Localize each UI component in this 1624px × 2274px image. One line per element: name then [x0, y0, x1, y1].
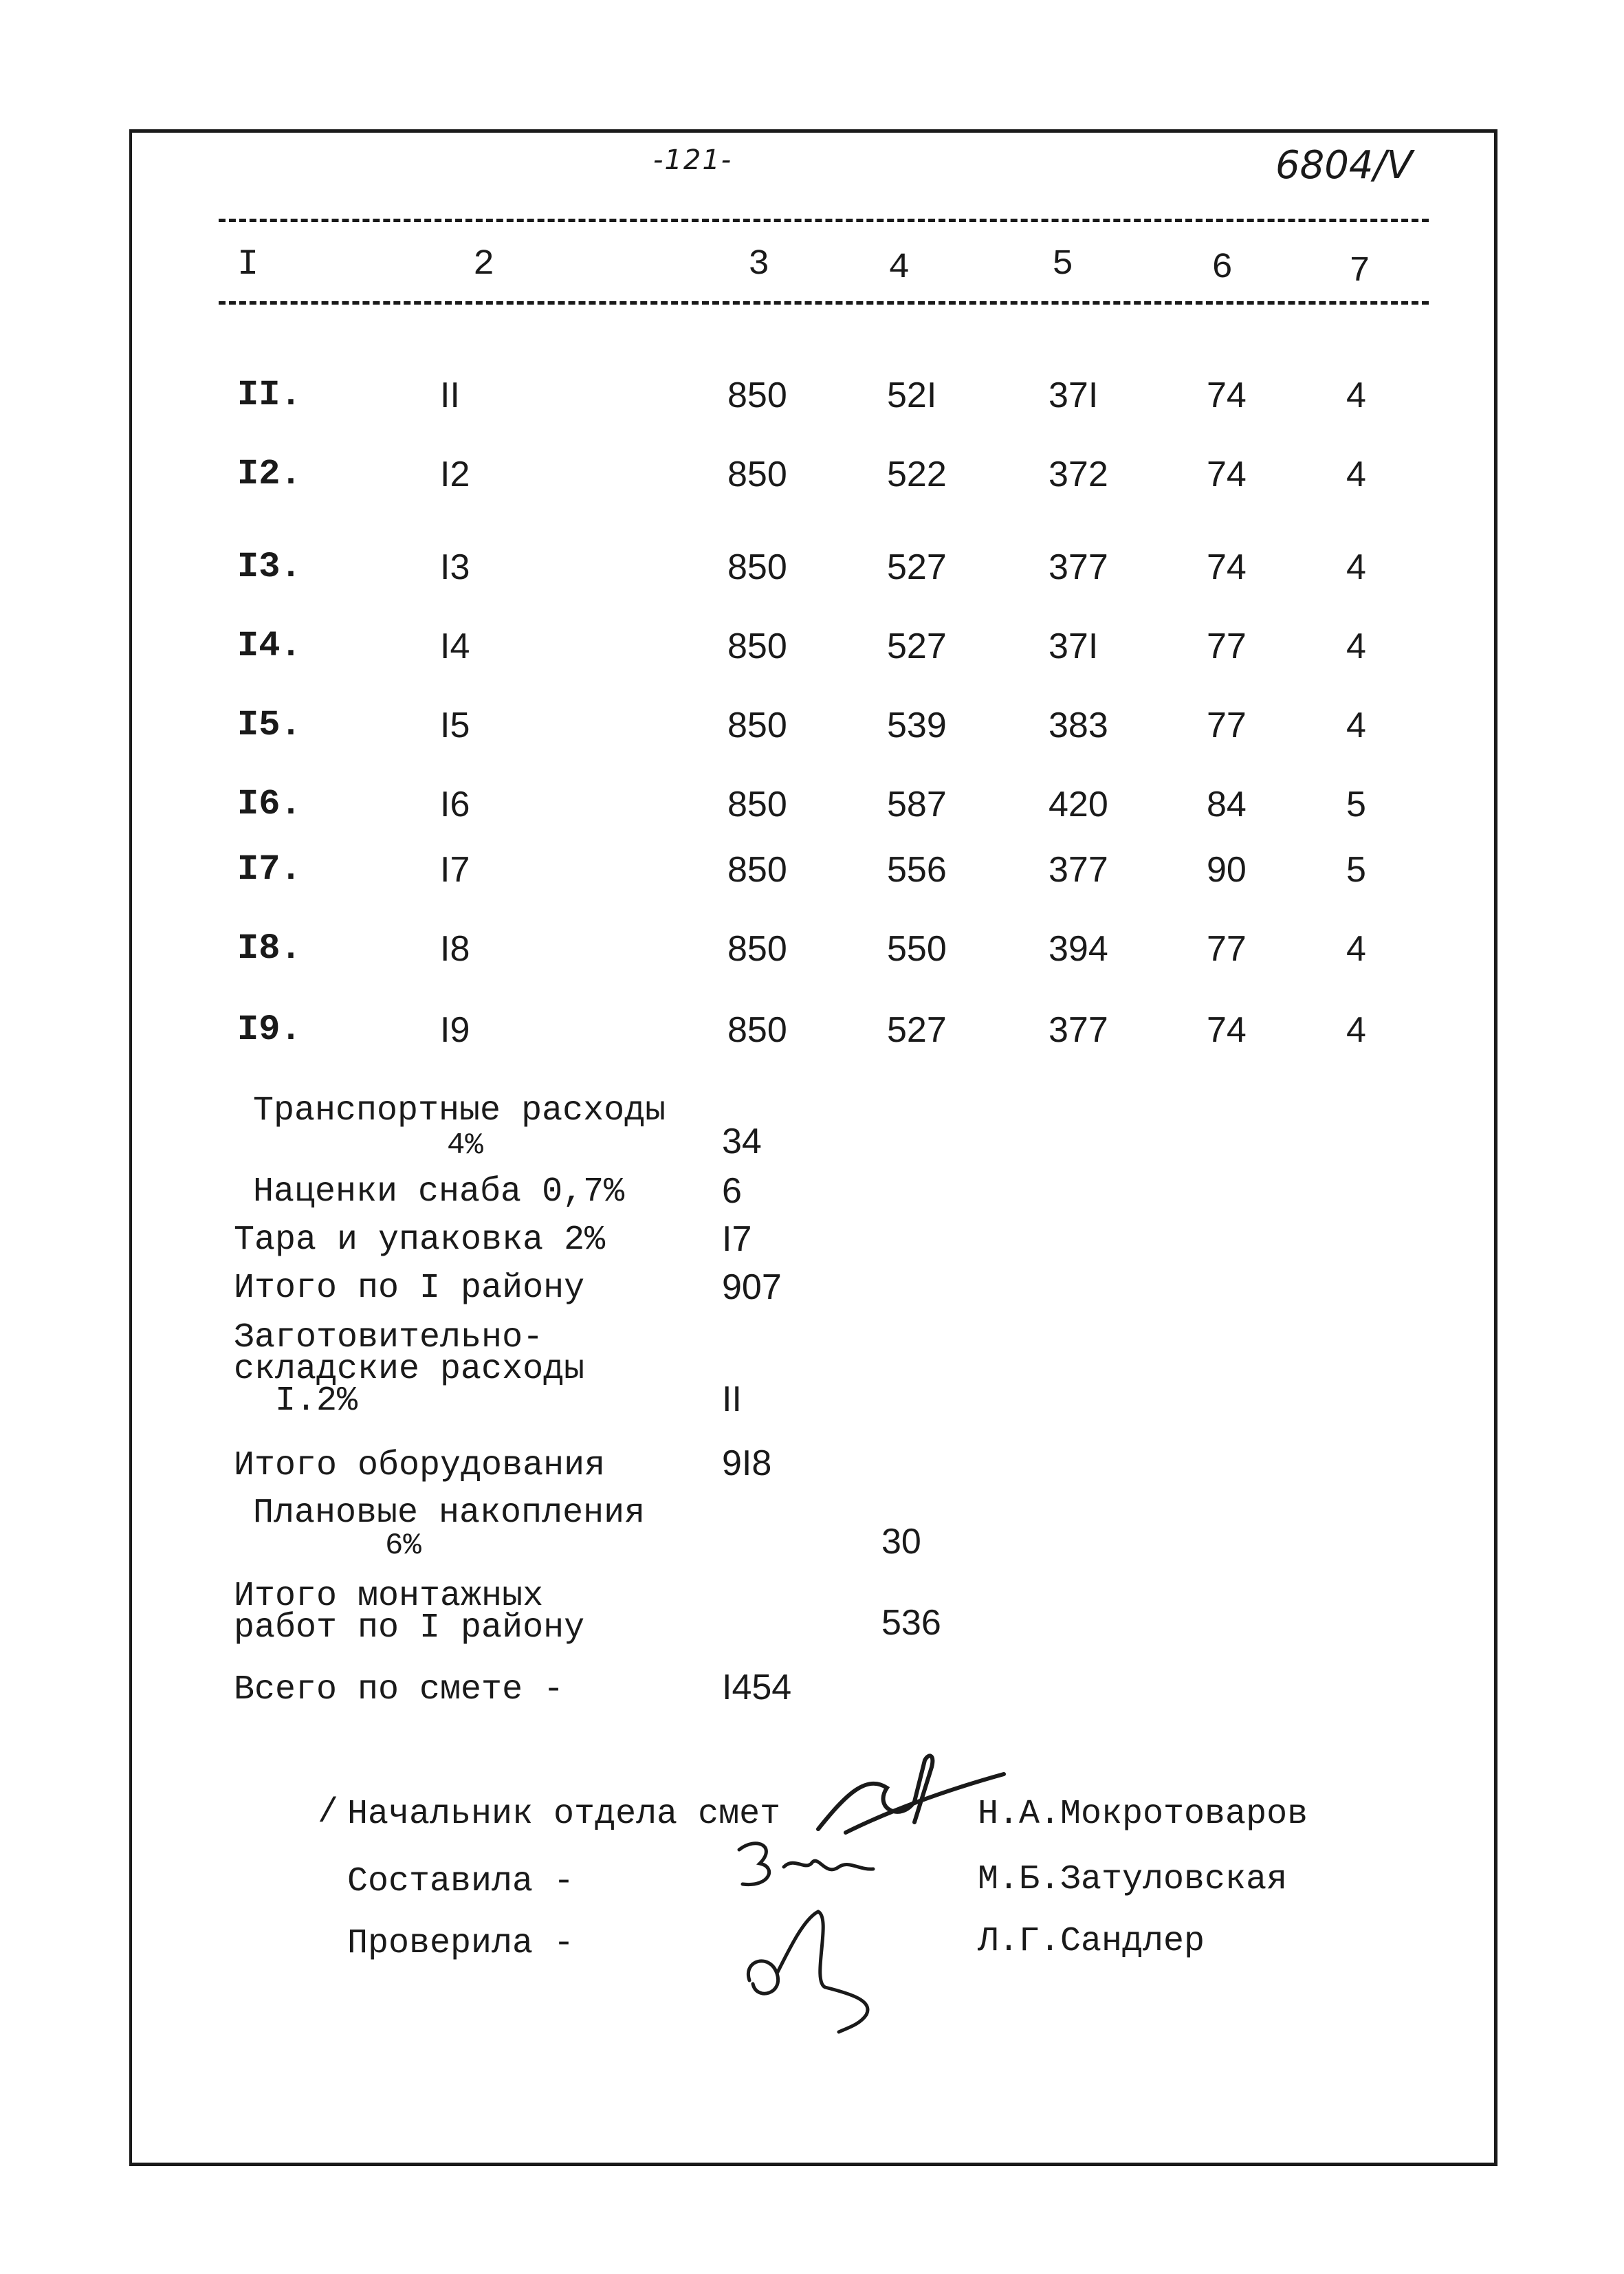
table-cell: 850	[727, 455, 787, 494]
table-cell: 527	[887, 547, 947, 587]
table-cell: 850	[727, 375, 787, 415]
table-cell: 850	[727, 626, 787, 666]
transport-label: Транспортные расходы	[253, 1091, 666, 1130]
checked-role: Проверила -	[347, 1924, 575, 1963]
table-cell: 4	[1346, 706, 1366, 745]
table-cell: 84	[1207, 785, 1247, 824]
procurement-value: II	[722, 1379, 742, 1419]
table-cell: 850	[727, 785, 787, 824]
total-installation-label-line2: работ по I району	[234, 1608, 585, 1648]
table-cell: 4	[1346, 547, 1366, 587]
row-number: I2.	[237, 454, 302, 494]
table-cell: 850	[727, 706, 787, 745]
table-cell: 77	[1207, 706, 1247, 745]
total-district-label: Итого по I району	[234, 1269, 585, 1308]
table-cell: 550	[887, 929, 947, 969]
checked-name: Л.Г.Сандлер	[978, 1922, 1205, 1961]
compiled-role: Составила -	[347, 1862, 575, 1901]
total-installation-value: 536	[881, 1603, 941, 1643]
head-role: Начальник отдела смет	[347, 1795, 781, 1834]
table-cell: I9	[440, 1010, 470, 1050]
table-cell: 74	[1207, 375, 1247, 415]
table-cell: I8	[440, 929, 470, 969]
table-cell: 850	[727, 547, 787, 587]
row-number: I9.	[237, 1009, 302, 1050]
table-cell: 74	[1207, 547, 1247, 587]
table-cell: 4	[1346, 375, 1366, 415]
row-number: I7.	[237, 849, 302, 890]
table-cell: I7	[440, 850, 470, 890]
row-number: I6.	[237, 784, 302, 824]
table-cell: I5	[440, 706, 470, 745]
total-equipment-label: Итого оборудования	[234, 1446, 606, 1485]
table-cell: 527	[887, 1010, 947, 1050]
table-cell: 37I	[1049, 626, 1099, 666]
table-cell: I4	[440, 626, 470, 666]
table-cell: 5	[1346, 785, 1366, 824]
table-cell: 383	[1049, 706, 1108, 745]
planned-value: 30	[881, 1522, 921, 1562]
page-number: -121-	[653, 144, 733, 176]
table-cell: I2	[440, 455, 470, 494]
column-header-2: 2	[473, 244, 495, 285]
table-cell: 850	[727, 850, 787, 890]
table-cell: 522	[887, 455, 947, 494]
column-header-3: 3	[748, 244, 770, 285]
planned-percent: 6%	[385, 1529, 421, 1563]
head-name: Н.А.Мокротоваров	[978, 1795, 1308, 1834]
table-cell: 5	[1346, 850, 1366, 890]
total-installation-label-line1: Итого монтажных	[234, 1577, 544, 1616]
table-cell: 74	[1207, 1010, 1247, 1050]
head-marker: /	[318, 1793, 339, 1833]
total-district-value: 907	[722, 1267, 782, 1307]
table-cell: 539	[887, 706, 947, 745]
table-cell: 4	[1346, 1010, 1366, 1050]
table-cell: 587	[887, 785, 947, 824]
row-number: I8.	[237, 928, 302, 969]
planned-label: Плановые накопления	[253, 1494, 646, 1533]
transport-percent: 4%	[447, 1128, 483, 1163]
table-cell: 77	[1207, 929, 1247, 969]
procurement-label-line1: Заготовительно-	[234, 1318, 544, 1357]
table-cell: 527	[887, 626, 947, 666]
table-cell: 850	[727, 1010, 787, 1050]
table-cell: 556	[887, 850, 947, 890]
table-cell: 4	[1346, 929, 1366, 969]
markup-label: Наценки снаба 0,7%	[253, 1172, 625, 1212]
markup-value: 6	[722, 1171, 742, 1211]
row-number: I5.	[237, 705, 302, 745]
column-header-7: 7	[1349, 251, 1371, 292]
table-cell: 377	[1049, 1010, 1108, 1050]
procurement-percent: I.2%	[275, 1381, 358, 1421]
column-header-5: 5	[1052, 244, 1074, 285]
compiled-name: М.Б.Затуловская	[978, 1860, 1288, 1899]
row-number: I3.	[237, 547, 302, 587]
table-cell: I3	[440, 547, 470, 587]
packaging-value: I7	[722, 1219, 752, 1259]
header-top-rule	[219, 219, 1429, 222]
transport-value: 34	[722, 1122, 762, 1161]
table-cell: 52I	[887, 375, 937, 415]
total-equipment-value: 9I8	[722, 1443, 772, 1483]
table-cell: 850	[727, 929, 787, 969]
checked-signature	[729, 1905, 894, 2035]
column-header-4: 4	[888, 248, 910, 288]
table-cell: 394	[1049, 929, 1108, 969]
grand-total-value: I454	[722, 1668, 792, 1707]
header-bottom-rule	[219, 301, 1429, 305]
row-number: I4.	[237, 626, 302, 666]
table-cell: 372	[1049, 455, 1108, 494]
packaging-label: Тара и упаковка 2%	[234, 1221, 606, 1260]
column-header-1: I	[237, 244, 259, 285]
table-cell: I6	[440, 785, 470, 824]
table-cell: 90	[1207, 850, 1247, 890]
procurement-label-line2: складские расходы	[234, 1350, 585, 1389]
row-number: II.	[237, 375, 302, 415]
table-cell: 74	[1207, 455, 1247, 494]
document-number: 6804/V	[1275, 143, 1413, 188]
table-cell: 4	[1346, 626, 1366, 666]
table-cell: 377	[1049, 850, 1108, 890]
table-cell: 420	[1049, 785, 1108, 824]
table-cell: 37I	[1049, 375, 1099, 415]
grand-total-label: Всего по смете -	[234, 1670, 564, 1709]
table-cell: 4	[1346, 455, 1366, 494]
column-header-6: 6	[1211, 248, 1233, 288]
table-cell: II	[440, 375, 460, 415]
compiled-signature	[729, 1829, 880, 1905]
table-cell: 377	[1049, 547, 1108, 587]
table-cell: 77	[1207, 626, 1247, 666]
